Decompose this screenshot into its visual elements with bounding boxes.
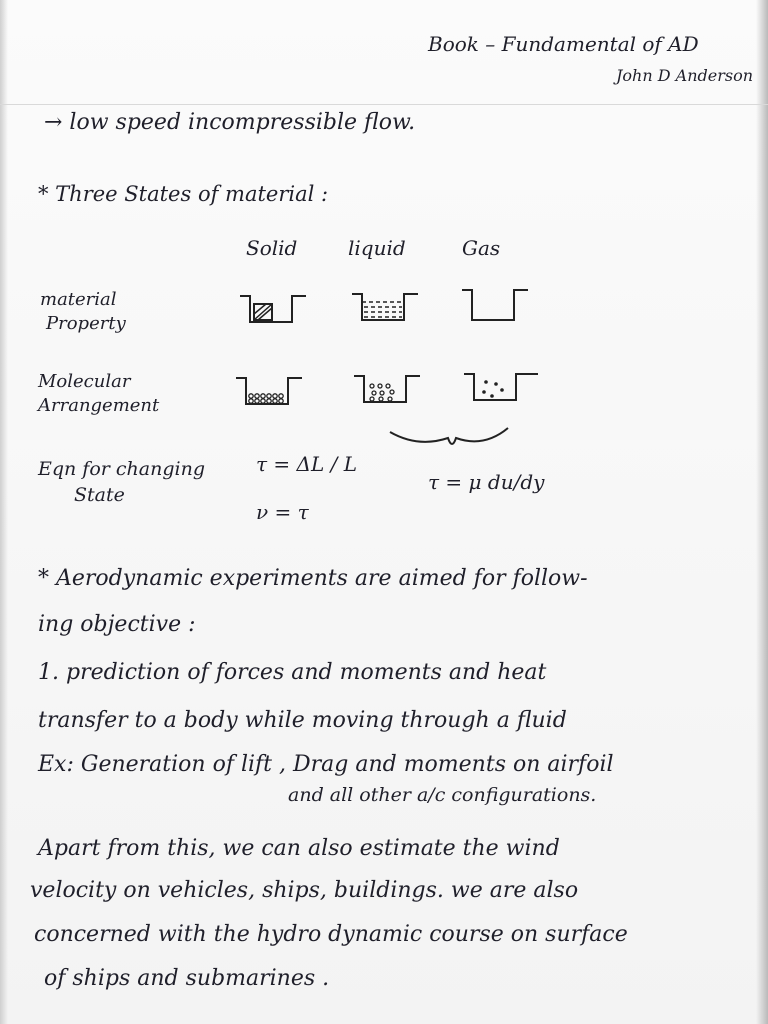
row-label-material-property — [40, 288, 126, 336]
brace-sketch-icon — [388, 424, 512, 454]
states-heading: * Three States of material : — [38, 182, 329, 206]
text-line: of ships and submarines . — [44, 966, 330, 991]
row-label-line: Eqn for changing — [38, 458, 205, 480]
text-line: concerned with the hydro dynamic course on surface — [34, 922, 628, 947]
gas-container-sketch-icon — [460, 286, 532, 326]
row-label-line: Arrangement — [38, 395, 160, 416]
page-shadow-left — [0, 0, 8, 1024]
equation-solid-1: τ = ΔL / L — [256, 452, 357, 476]
row-label-line: State — [74, 484, 125, 506]
book-title: Book – Fundamental of AD — [428, 32, 699, 56]
row-label-equation — [38, 456, 205, 508]
text-line: and all other a/c configurations. — [288, 784, 597, 806]
column-header-liquid: liquid — [348, 236, 406, 260]
text-line: * Aerodynamic experiments are aimed for follow- — [38, 566, 588, 591]
text-line: Apart from this, we can also estimate the wind — [38, 836, 560, 861]
page-shadow-right — [756, 0, 768, 1024]
liquid-container-sketch-icon — [350, 290, 422, 326]
column-header-gas: Gas — [462, 236, 501, 260]
row-label-molecular-arrangement — [38, 370, 159, 418]
column-header-solid: Solid — [246, 236, 298, 260]
liquid-molecules-sketch-icon — [352, 372, 424, 408]
gas-molecules-sketch-icon — [462, 370, 542, 406]
book-author: John D Anderson — [616, 66, 754, 85]
header-rule — [0, 104, 768, 105]
solid-container-sketch-icon — [238, 292, 310, 328]
text-line: transfer to a body while moving through a fluid — [38, 708, 567, 733]
topic-line: → low speed incompressible flow. — [44, 110, 416, 135]
equation-solid-2: ν = τ — [256, 500, 309, 524]
solid-molecules-sketch-icon — [234, 374, 306, 410]
row-label-line: Molecular — [38, 371, 131, 392]
row-label-line: material — [40, 289, 117, 310]
text-line: velocity on vehicles, ships, buildings. we are also — [30, 878, 579, 903]
text-line: 1. prediction of forces and moments and heat — [38, 660, 547, 685]
row-label-line: Property — [46, 313, 126, 334]
text-line: ing objective : — [38, 612, 196, 637]
equation-fluid: τ = μ du/dy — [428, 470, 545, 494]
text-line: Ex: Generation of lift , Drag and moments on airfoil — [38, 752, 614, 777]
